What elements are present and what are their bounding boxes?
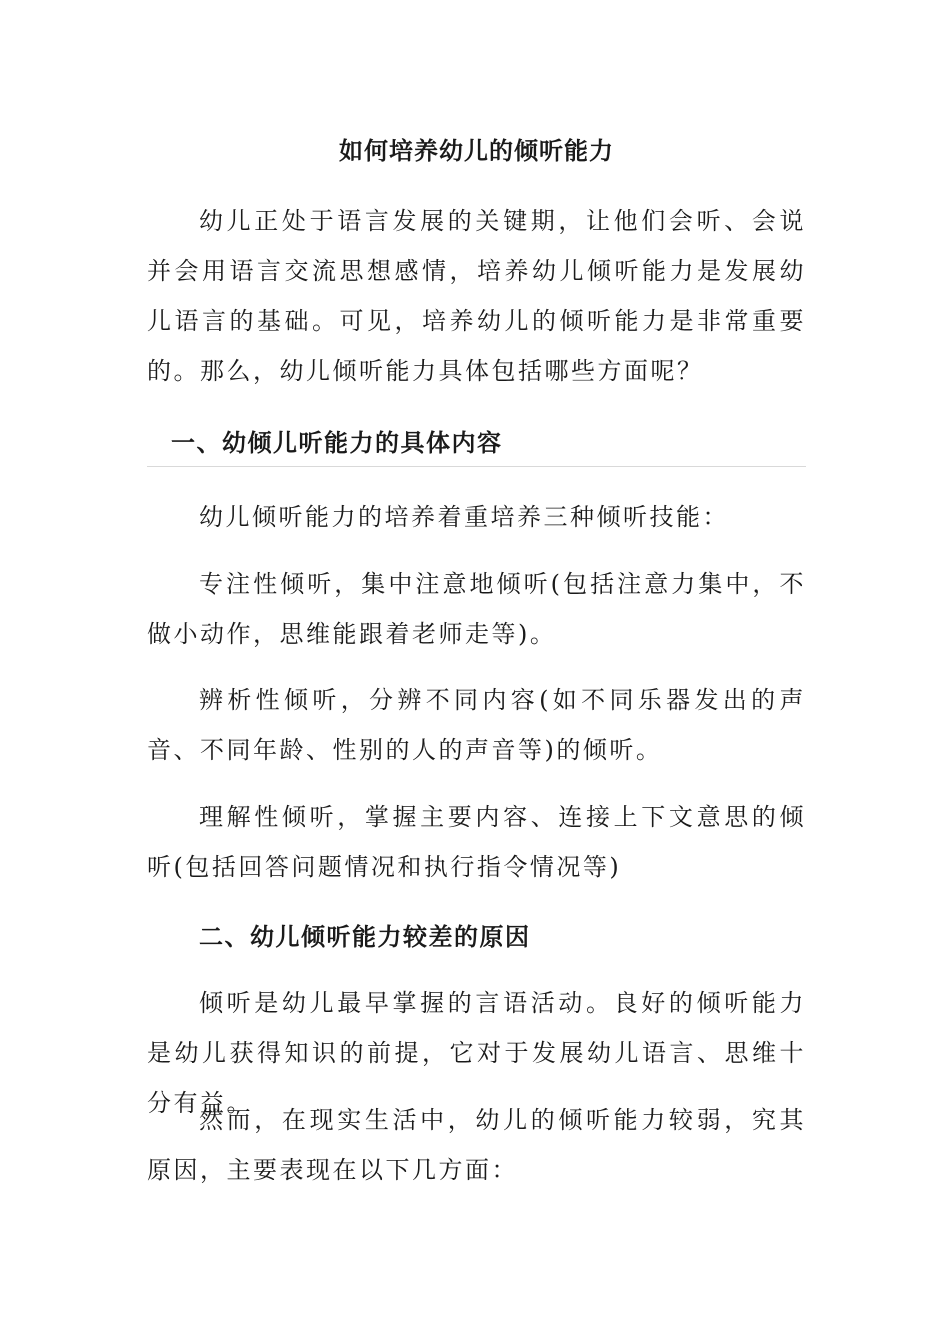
- section-1-paragraph: 辨析性倾听，分辨不同内容(如不同乐器发出的声音、不同年龄、性别的人的声音等)的倾听。: [147, 686, 806, 764]
- section-1-paragraph: 幼儿倾听能力的培养着重培养三种倾听技能：: [199, 503, 729, 531]
- section-1-paragraph: 理解性倾听，掌握主要内容、连接上下文意思的倾听(包括回答问题情况和执行指令情况等): [147, 803, 806, 881]
- section-1-paragraph: 专注性倾听，集中注意地倾听(包括注意力集中，不做小动作，思维能跟着老师走等)。: [147, 570, 806, 648]
- section-2-heading: 二、幼儿倾听能力较差的原因: [199, 922, 531, 951]
- document-title: 如何培养幼儿的倾听能力: [339, 136, 614, 165]
- section-divider: [147, 466, 806, 467]
- intro-paragraph: 幼儿正处于语言发展的关键期，让他们会听、会说并会用语言交流思想感情，培养幼儿倾听能力是发展幼儿语言的基础。可见，培养幼儿的倾听能力是非常重要的。那么，幼儿倾听能力具体包括哪些方面呢？: [147, 207, 806, 385]
- section-2-paragraph: 倾听是幼儿最早掌握的言语活动。良好的倾听能力是幼儿获得知识的前提，它对于发展幼儿语言、思维十分有益。: [147, 989, 806, 1117]
- section-2-paragraph: 然而，在现实生活中，幼儿的倾听能力较弱，究其原因，主要表现在以下几方面：: [147, 1106, 806, 1184]
- section-1-heading: 一、幼倾儿听能力的具体内容: [171, 428, 503, 457]
